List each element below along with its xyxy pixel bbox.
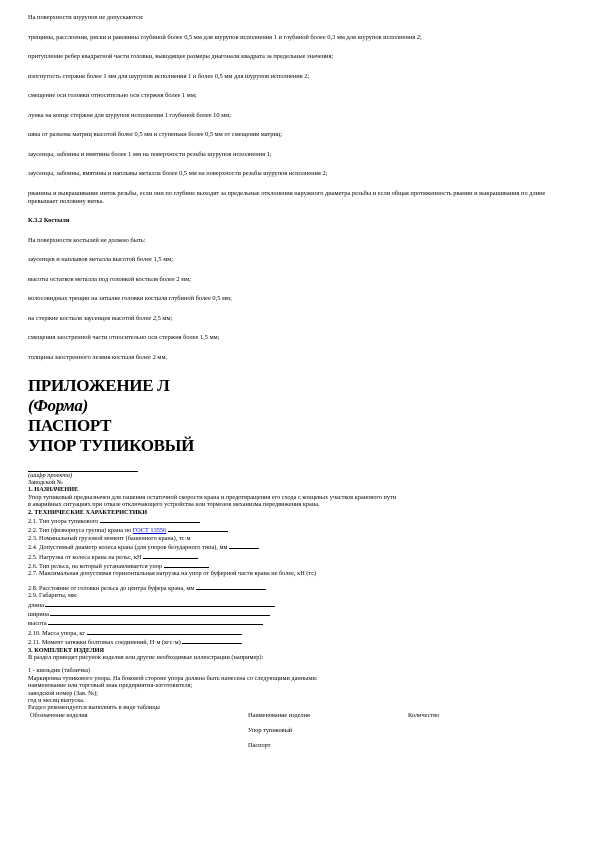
section-kit: 3. КОМПЛЕКТ ИЗДЕЛИЯ [28, 646, 105, 654]
blank-line [143, 552, 198, 559]
field-torque: 2.11. Момент затяжки болтовых соединений, Н·м (кгс·м) [28, 637, 568, 646]
gost-link[interactable]: ГОСТ 13556 [132, 527, 167, 535]
requirement-item: заусенцы, забоины, вмятины и наплывы металла более 0,5 мм на поверхности резьбы шурупов исполнения 2; [28, 170, 328, 177]
purpose-text: в аварийных ситуациях при отказе отключающего устройства или тормозов механизма передвижения крана. [28, 501, 320, 509]
table-header-designation: Обозначение изделия [30, 711, 88, 719]
requirement-item: трещины, расслоения, риски и раковины глубиной более 0,5 мм для шурупов исполнения 1 и глубиной более 0,3 мм для шурупов исполнения 2; [28, 33, 422, 41]
blank-line [87, 628, 242, 635]
passport-title: ПАСПОРТ [28, 415, 112, 435]
section-specs: 2. ТЕХНИЧЕСКИЕ ХАРАКТЕРИСТИКИ [28, 508, 148, 516]
section-heading-k32: К.3.2 Костыли [28, 217, 70, 224]
marking-text: Маркировка тупикового упора. На боковой стороне упора должна быть нанесена со следующими данными: [28, 674, 318, 682]
field-height: высота [28, 618, 568, 627]
blank-line [196, 583, 266, 590]
requirement-item: швы от разъема матриц высотой более 0,5 мм и ступеньки более 0,5 мм от смещения матриц; [28, 131, 283, 138]
field-length: длина [28, 600, 568, 609]
product-name: УПОР ТУПИКОВЫЙ [28, 435, 194, 455]
table-row [28, 727, 568, 735]
serial-number-label: Заводской № [28, 478, 63, 486]
table-cell-name: Упор тупиковый [248, 726, 293, 734]
field-wheel-load: 2.5. Нагрузка от колеса крана на рельс, кН [28, 552, 568, 561]
table-header-name: Наименование изделия [248, 711, 310, 719]
blank-line [48, 618, 263, 625]
table-header-row [28, 712, 568, 720]
requirement-item: изогнутость стержня более 1 мм для шурупов исполнения 1 и более 0,5 мм для шурупов исполнения 2; [28, 72, 310, 80]
requirement-item: смещение оси головки относительно оси стержня более 1 мм; [28, 92, 197, 99]
blank-line [229, 542, 259, 549]
appendix-title: ПРИЛОЖЕНИЕ Л [28, 375, 170, 395]
spike-requirement: заусенцев и наплывов металла высотой более 1,5 мм; [28, 256, 174, 263]
requirement-item: рванины и выкрашивание ниток резьбы, если они по глубине выходят за предельные отклонения наружного диаметра резьбы и если общая протяженность рванин и выкрашивания по длине превышает половину витка. [28, 189, 546, 205]
document-page [28, 14, 568, 750]
marking-text: год и месяц выпуска. [28, 697, 85, 705]
field-buffer-distance: 2.8. Расстояние от головки рельса до центра буфера крана, мм [28, 583, 568, 592]
table-row [28, 742, 568, 750]
blank-line [45, 600, 275, 607]
spikes-intro: На поверхности костылей не должно быть: [28, 236, 146, 244]
field-dimensions: 2.9. Габариты, мм: [28, 592, 78, 600]
requirements-intro: На поверхности шурупов не допускаются: [28, 14, 144, 21]
blank-line [100, 516, 200, 523]
kit-text: В раздел приводят рисунок изделия или другие необходимые иллюстрации (например): [28, 654, 264, 662]
appendix-form-label: (Форма) [28, 395, 88, 415]
field-stop-type: 2.1. Тип упора тупикового [28, 516, 568, 525]
blank-line [168, 525, 228, 532]
spike-requirement: смещения заостренной части относительно оси стержня более 1,5 мм; [28, 334, 220, 341]
purpose-text: Упор тупиковый предназначен для гашения остаточной скорости крана и предотвращения его схода с концевых участков кранового пути [28, 493, 397, 501]
table-cell-name: Паспорт [248, 741, 271, 749]
requirement-item: притупление ребер квадратной части головки, выводящее размеры диагонали квадрата за предельные значения; [28, 53, 334, 60]
cipher-caption: (шифр проекта) [28, 471, 73, 479]
figure-caption: 1 - шильдик (табличка) [28, 667, 91, 675]
passport-form [28, 463, 568, 750]
blank-line [164, 561, 209, 568]
spike-requirement: волосовидных трещин на затылке головки костыля глубиной более 0,5 мм; [28, 295, 232, 302]
marking-text: наименование или торговый знак предприятия-изготовителя; [28, 682, 193, 690]
marking-text: Раздел рекомендуется выполнять в виде таблицы [28, 704, 160, 712]
cipher-blank [28, 463, 138, 472]
spike-requirement: высоты остатков металла под головкой костыля более 2 мм; [28, 275, 192, 283]
field-mass: 2.10. Масса упора, кг [28, 628, 568, 637]
table-header-quantity: Количество [408, 711, 440, 719]
marking-text: заводской номер (Зав. №); [28, 689, 98, 697]
blank-line [50, 609, 270, 616]
requirement-item: заусенцы, забоины и вмятины более 1 мм на поверхности резьбы шурупов исполнения 1; [28, 150, 272, 158]
appendix-heading [28, 376, 568, 456]
field-max-load: 2.7. Максимальная допустимая горизонтальная нагрузка на упор от буферной части крана не более, кН (тс) [28, 570, 317, 578]
blank-line [182, 637, 242, 644]
spike-requirement: на стержне костыля заусенцев высотой более 2,5 мм; [28, 314, 173, 322]
spike-requirement: толщины заостренного лезвия костыля более 2 мм. [28, 353, 168, 361]
field-width: ширина [28, 609, 568, 618]
field-load-moment: 2.3. Номинальный грузовой момент (башенного крана), тс·м [28, 534, 191, 542]
field-crane-type: 2.2. Тип (физкорпуса группа) крана по ГОСТ 13556 [28, 525, 568, 534]
requirement-item: лунка на конце стержня для шурупов исполнения 1 глубиной более 10 мм; [28, 111, 231, 119]
section-purpose: 1. НАЗНАЧЕНИЕ [28, 486, 79, 494]
field-rail-type: 2.6. Тип рельса, на который устанавливается упор [28, 561, 568, 570]
field-wheel-diameter: 2.4. Допустимый диаметр колеса крана (для упоров безударного типа), мм [28, 542, 568, 551]
